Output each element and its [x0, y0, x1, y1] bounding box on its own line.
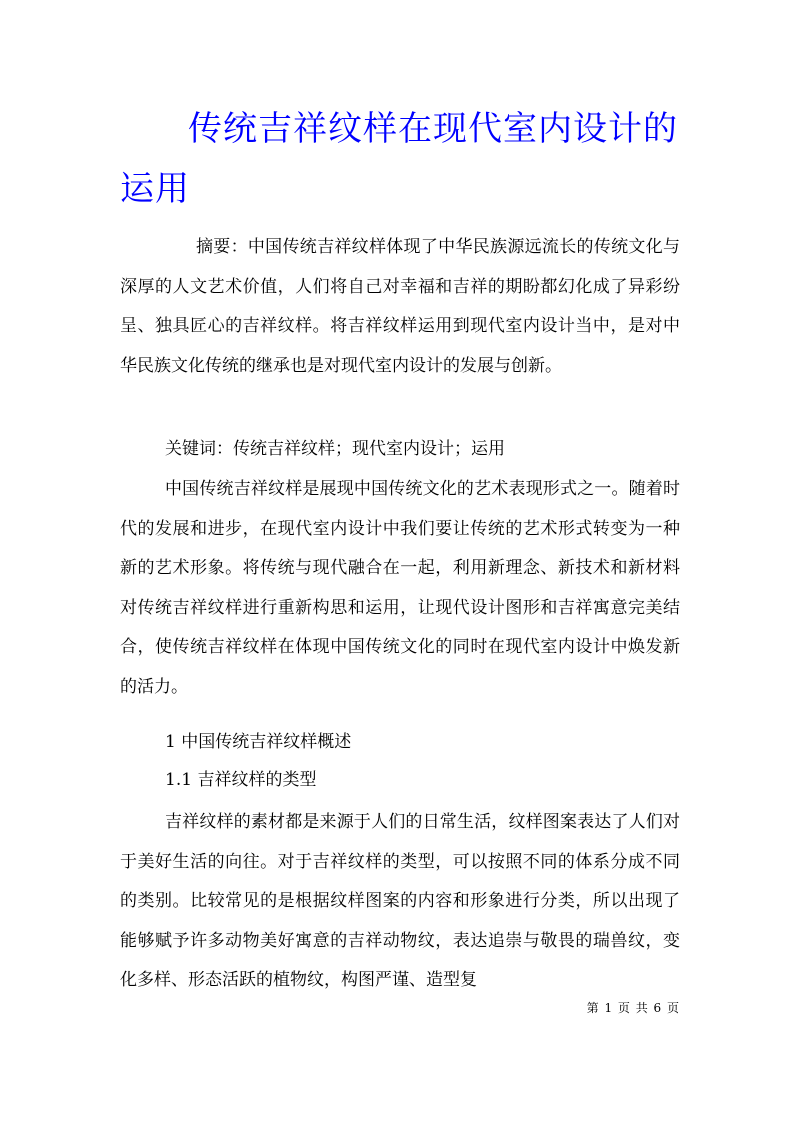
section-heading-1-1: 1.1 吉祥纹样的类型 [165, 770, 317, 790]
intro-paragraph: 中国传统吉祥纹样是展现中国传统文化的艺术表现形式之一。随着时代的发展和进步，在现代室内设计中我们要让传统的艺术形式转变为一种新的艺术形象。将传统与现代融合在一起，利用新理念、新技术和新材料对传统吉祥纹样进行重新构思和运用，让现代设计图形和吉祥寓意完美结合，使传统吉祥纹样在体现中国传统文化的同时在现代室内设计中焕发新的活力。 [120, 479, 680, 697]
page-footer: 第 1 页 共 6 页 [586, 1001, 680, 1015]
section-heading-1: 1 中国传统吉祥纹样概述 [165, 732, 352, 752]
abstract-text: 中国传统吉祥纹样体现了中华民族源远流长的传统文化与深厚的人文艺术价值，人们将自己对幸福和吉祥的期盼都幻化成了异彩纷呈、独具匠心的吉祥纹样。将吉祥纹样运用到现代室内设计当中，是对中华民族文化传统的继承也是对现代室内设计的发展与创新。 [120, 237, 681, 376]
document-title-line-2: 运用 [120, 169, 190, 209]
document-title-line-1: 传统吉祥纹样在现代室内设计的 [188, 109, 678, 149]
abstract-paragraph [120, 228, 680, 386]
abstract-label: 摘要： [196, 237, 248, 257]
section-body-paragraph: 吉祥纹样的素材都是来源于人们的日常生活，纹样图案表达了人们对于美好生活的向往。对于吉祥纹样的类型，可以按照不同的体系分成不同的类别。比较常见的是根据纹样图案的内容和形象进行分类，所以出现了能够赋予许多动物美好寓意的吉祥动物纹，表达追崇与敬畏的瑞兽纹，变化多样、形态活跃的植物纹，构图严谨、造型复 [120, 812, 680, 990]
keywords-paragraph: 关键词：传统吉祥纹样；现代室内设计；运用 [165, 439, 505, 459]
